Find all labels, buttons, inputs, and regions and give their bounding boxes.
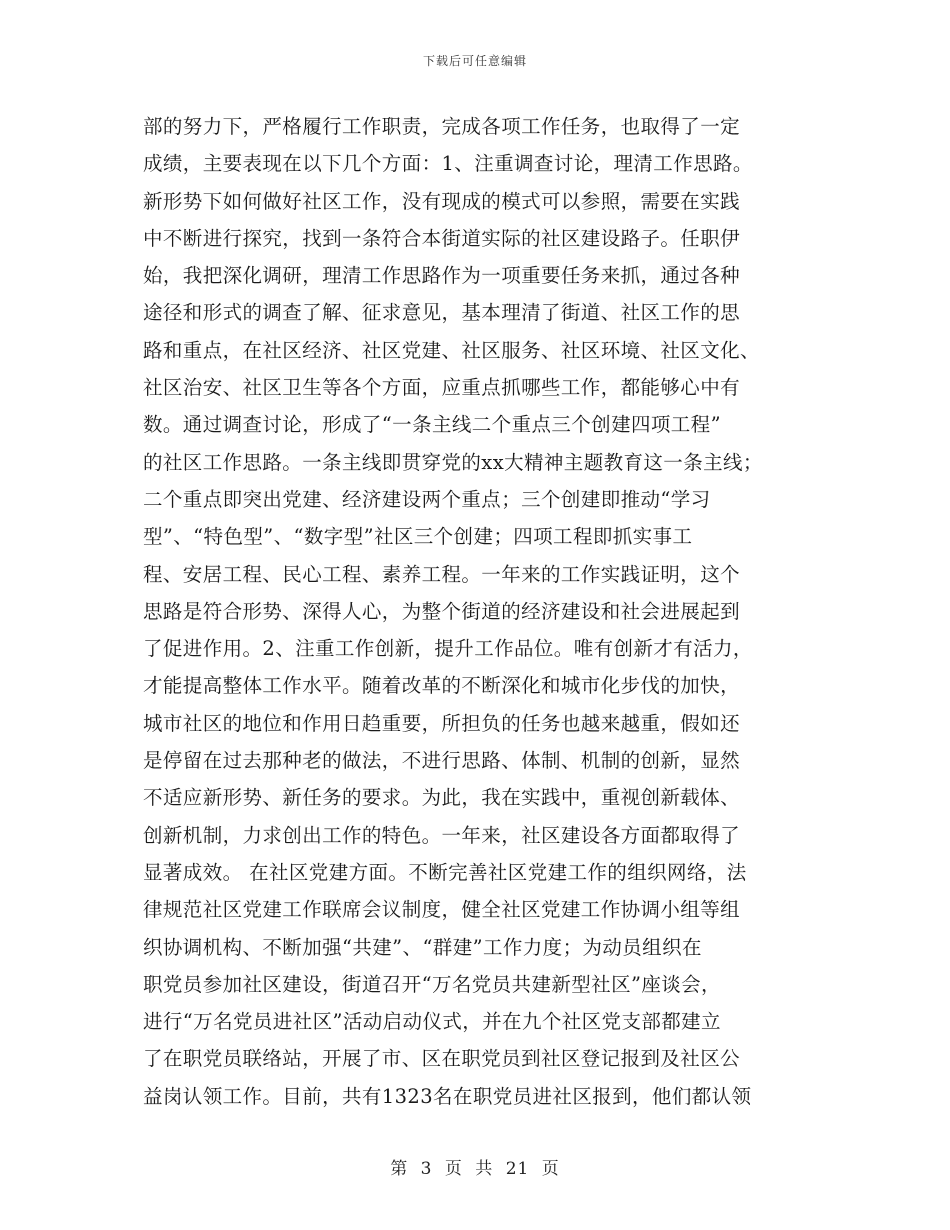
text-line: 织协调机构、不断加强“共建”、“群建”工作力度；为动员组织在 [143, 935, 702, 959]
text-line: 程、安居工程、民心工程、素养工程。一年来的工作实践证明，这个 [143, 562, 741, 586]
text-line: 城市社区的地位和作用日趋重要，所担负的任务也越来越重，假如还 [143, 711, 741, 735]
text-line: 职党员参加社区建设，街道召开“万名党员共建新型社区”座谈会， [143, 972, 721, 996]
text-line: 显著成效。 在社区党建方面。不断完善社区党建工作的组织网络，法 [143, 860, 747, 884]
text-line: 型”、“特色型”、“数字型”社区三个创建；四项工程即抓实事工 [143, 525, 693, 549]
text-line: 了促进作用。2、注重工作创新，提升工作品位。唯有创新才有活力， [143, 637, 753, 661]
text-line: 中不断进行探究，找到一条符合本街道实际的社区建设路子。任职伊 [143, 226, 741, 250]
page-number-footer: 第 3 页 共 21 页 [390, 1159, 560, 1179]
text-line: 进行“万名党员进社区”活动启动仪式，并在九个社区党支部都建立 [143, 1010, 721, 1034]
text-line: 的社区工作思路。一条主线即贯穿党的xx大精神主题教育这一条主线； [143, 450, 763, 474]
text-line: 不适应新形势、新任务的要求。为此，我在实践中，重视创新载体、 [143, 786, 741, 810]
document-body [143, 108, 815, 1115]
text-line: 数。通过调查讨论，形成了“一条主线二个重点三个创建四项工程” [143, 413, 721, 437]
text-line: 创新机制，力求创出工作的特色。一年来，社区建设各方面都取得了 [143, 823, 741, 847]
text-line: 才能提高整体工作水平。随着改革的不断深化和城市化步伐的加快， [143, 674, 741, 698]
text-line: 路和重点，在社区经济、社区党建、社区服务、社区环境、社区文化、 [143, 338, 760, 362]
text-line: 部的努力下，严格履行工作职责，完成各项工作任务，也取得了一定 [143, 115, 741, 138]
text-line: 始，我把深化调研，理清工作思路作为一项重要任务来抓，通过各种 [143, 264, 741, 288]
page-header-note: 下载后可任意编辑 [422, 54, 527, 68]
text-line: 思路是符合形势、深得人心，为整个街道的经济建设和社会进展起到 [143, 599, 741, 623]
text-line: 了在职党员联络站，开展了市、区在职党员到社区登记报到及社区公 [143, 1047, 741, 1071]
text-line: 社区治安、社区卫生等各个方面，应重点抓哪些工作，都能够心中有 [143, 376, 741, 400]
text-line: 是停留在过去那种老的做法，不进行思路、体制、机制的创新，显然 [143, 749, 741, 773]
text-line: 成绩，主要表现在以下几个方面：1、注重调查讨论，理清工作思路。 [143, 152, 753, 176]
text-line: 途径和形式的调查了解、征求意见，基本理清了街道、社区工作的思 [143, 301, 741, 325]
text-line: 二个重点即突出党建、经济建设两个重点；三个创建即推动“学习 [143, 487, 711, 511]
text-line: 益岗认领工作。目前，共有1323名在职党员进社区报到，他们都认领 [143, 1084, 752, 1108]
text-line: 律规范社区党建工作联席会议制度，健全社区党建工作协调小组等组 [143, 898, 741, 922]
text-line: 新形势下如何做好社区工作，没有现成的模式可以参照，需要在实践 [143, 189, 741, 213]
